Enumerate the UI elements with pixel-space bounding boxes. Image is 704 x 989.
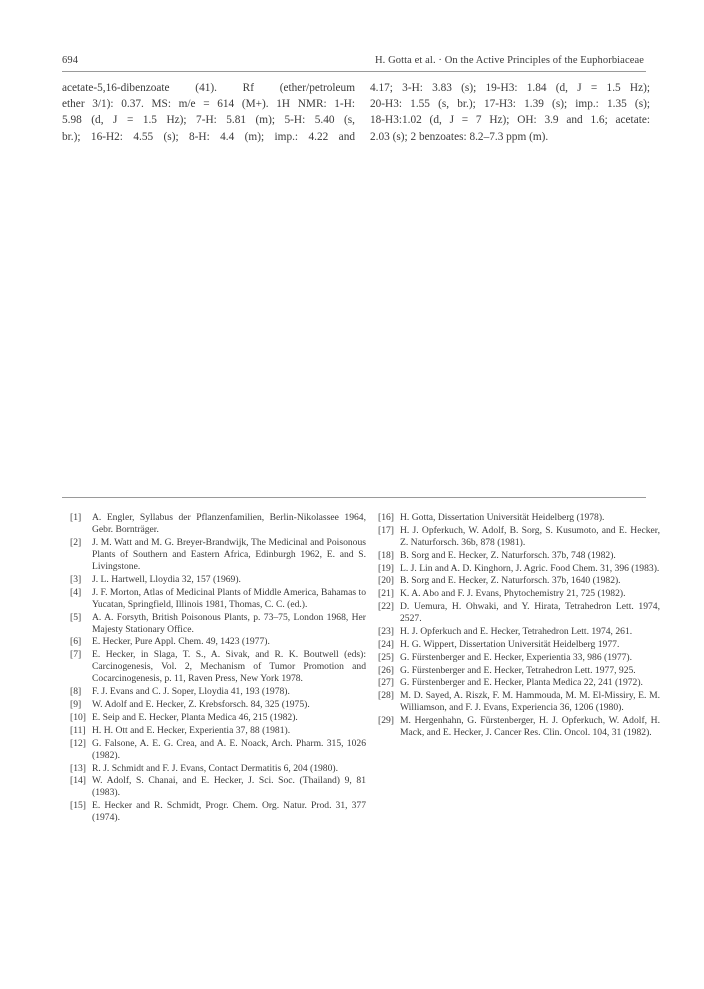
reference-number: [1] xyxy=(70,512,82,523)
reference-item xyxy=(378,525,660,549)
reference-item xyxy=(70,649,366,685)
reference-item xyxy=(70,512,366,536)
reference-text: M. Hergenhahn, G. Fürstenberger, H. J. Opferkuch, W. Adolf, H. Mack, and E. Hecker, J. Cancer Res. Clin. Oncol. 104, 31 (1982). xyxy=(400,715,660,739)
reference-item xyxy=(378,690,660,714)
reference-number: [7] xyxy=(70,649,82,661)
reference-text: K. A. Abo and F. J. Evans, Phytochemistry 21, 725 (1982). xyxy=(400,588,626,600)
reference-number: [25] xyxy=(378,651,394,663)
body-line: 4.17; 3-H: 3.83 (s); 19-H3: 1.84 (d, J = 1.5 Hz); xyxy=(370,82,650,94)
reference-text: B. Sorg and E. Hecker, Z. Naturforsch. 37b, 748 (1982). xyxy=(400,549,616,561)
reference-text: E. Hecker, in Slaga, T. S., A. Sivak, and R. K. Boutwell (eds): Carcinogenesis, Vol. 2, Mechanism of Tumor Promotion and Cocarcinogenesis, p. 11, Raven Press, New York 1978. xyxy=(92,649,366,685)
reference-text: E. Hecker, Pure Appl. Chem. 49, 1423 (1977). xyxy=(92,636,270,648)
reference-item xyxy=(378,512,660,524)
reference-number: [15] xyxy=(70,800,86,812)
reference-number: [22] xyxy=(378,601,394,613)
reference-text: J. F. Morton, Atlas of Medicinal Plants of Middle America, Bahamas to Yucatan, Springfield, Illinois 1981, Thomas, C. C. (ed.). xyxy=(92,586,366,610)
running-title: H. Gotta et al. · On the Active Principles of the Euphorbiaceae xyxy=(374,55,644,66)
body-text-left-column xyxy=(62,80,355,145)
reference-item xyxy=(378,639,660,651)
reference-item xyxy=(70,537,366,573)
reference-number: [26] xyxy=(378,664,394,676)
reference-text: H. G. Wippert, Dissertation Universität Heidelberg 1977. xyxy=(400,638,620,650)
reference-text: G. Falsone, A. E. G. Crea, and A. E. Noack, Arch. Pharm. 315, 1026 (1982). xyxy=(92,737,366,761)
reference-number: [28] xyxy=(378,690,394,702)
reference-number: [10] xyxy=(70,711,86,723)
reference-number: [21] xyxy=(378,588,394,600)
reference-item xyxy=(378,626,660,638)
reference-text: A. A. Forsyth, British Poisonous Plants, p. 73–75, London 1968, Her Majesty Stationary Office. xyxy=(92,611,366,635)
reference-item xyxy=(70,686,366,698)
reference-item xyxy=(70,763,366,775)
reference-item xyxy=(70,612,366,636)
reference-text: H. Gotta, Dissertation Universität Heidelberg (1978). xyxy=(400,512,605,523)
reference-number: [23] xyxy=(378,626,394,637)
reference-text: G. Fürstenberger and E. Hecker, Planta Medica 22, 241 (1972). xyxy=(400,677,643,689)
reference-number: [14] xyxy=(70,775,86,787)
reference-number: [16] xyxy=(378,512,394,523)
reference-text: H. H. Ott and E. Hecker, Experientia 37, 88 (1981). xyxy=(92,724,291,736)
reference-text: G. Fürstenberger and E. Hecker, Experientia 33, 986 (1977). xyxy=(400,651,633,663)
reference-item xyxy=(378,665,660,677)
reference-item xyxy=(70,636,366,648)
reference-text: E. Hecker and R. Schmidt, Progr. Chem. Org. Natur. Prod. 31, 377 (1974). xyxy=(92,800,366,824)
reference-number: [20] xyxy=(378,575,394,587)
reference-text: H. J. Opferkuch and E. Hecker, Tetrahedron Lett. 1974, 261. xyxy=(400,626,633,637)
reference-item xyxy=(70,738,366,762)
reference-number: [27] xyxy=(378,677,394,689)
page-number: 694 xyxy=(62,55,79,66)
reference-number: [4] xyxy=(70,586,82,598)
reference-text: R. J. Schmidt and F. J. Evans, Contact Dermatitis 6, 204 (1980). xyxy=(92,762,338,774)
reference-item xyxy=(70,725,366,737)
reference-number: [5] xyxy=(70,611,82,623)
reference-item xyxy=(378,550,660,562)
body-line: br.); 16-H2: 4.55 (s); 8-H: 4.4 (m); imp.: 4.22 and xyxy=(62,130,355,143)
reference-item xyxy=(378,563,660,575)
reference-item xyxy=(378,652,660,664)
reference-item xyxy=(70,712,366,724)
header-rule xyxy=(62,71,646,72)
reference-item xyxy=(378,588,660,600)
reference-text: E. Seip and E. Hecker, Planta Medica 46, 215 (1982). xyxy=(92,711,298,723)
reference-number: [3] xyxy=(70,573,82,585)
body-line: 5.98 (d, J = 1.5 Hz); 7-H: 5.81 (m); 5-H: 5.40 (s, xyxy=(62,114,355,127)
body-line: 18-H3:1.02 (d, J = 7 Hz); OH: 3.9 and 1.6; acetate: xyxy=(370,114,650,127)
reference-number: [6] xyxy=(70,636,82,648)
reference-number: [17] xyxy=(378,524,394,536)
reference-number: [9] xyxy=(70,699,82,711)
reference-number: [18] xyxy=(378,549,394,561)
reference-text: J. M. Watt and M. G. Breyer-Brandwijk, The Medicinal and Poisonous Plants of Southern and Eastern Africa, Edinburgh 1962, E. and S. Livingstone. xyxy=(92,536,366,572)
reference-item xyxy=(70,775,366,799)
reference-text: B. Sorg and E. Hecker, Z. Naturforsch. 37b, 1640 (1982). xyxy=(400,575,621,587)
references-rule xyxy=(62,497,646,498)
reference-text: G. Fürstenberger and E. Hecker, Tetrahedron Lett. 1977, 925. xyxy=(400,664,636,676)
reference-number: [12] xyxy=(70,737,86,749)
reference-text: M. D. Sayed, A. Riszk, F. M. Hammouda, M. M. El-Missiry, E. M. Williamson, and F. J. Evans, Experiencia 36, 1206 (1980). xyxy=(400,690,660,714)
reference-item xyxy=(378,677,660,689)
body-line: ether 3/1): 0.37. MS: m/e = 614 (M+). 1H NMR: 1-H: xyxy=(62,98,355,111)
reference-number: [11] xyxy=(70,724,86,736)
reference-text: F. J. Evans and C. J. Soper, Lloydia 41, 193 (1978). xyxy=(92,686,290,698)
reference-number: [19] xyxy=(378,562,394,574)
reference-number: [2] xyxy=(70,536,82,548)
reference-text: H. J. Opferkuch, W. Adolf, B. Sorg, S. Kusumoto, and E. Hecker, Z. Naturforsch. 36b, 878 (1981). xyxy=(400,524,660,548)
reference-item xyxy=(378,601,660,625)
reference-item xyxy=(70,587,366,611)
reference-number: [29] xyxy=(378,715,394,727)
body-line: 2.03 (s); 2 benzoates: 8.2–7.3 ppm (m). xyxy=(370,130,549,143)
reference-text: D. Uemura, H. Ohwaki, and Y. Hirata, Tetrahedron Lett. 1974, 2527. xyxy=(400,601,660,625)
reference-item xyxy=(378,575,660,587)
body-line: 20-H3: 1.55 (s, br.); 17-H3: 1.39 (s); imp.: 1.35 (s); xyxy=(370,98,650,111)
reference-item xyxy=(378,715,660,739)
references-right-column xyxy=(378,512,660,740)
reference-item xyxy=(70,800,366,824)
reference-text: W. Adolf, S. Chanai, and E. Hecker, J. Sci. Soc. (Thailand) 9, 81 (1983). xyxy=(92,775,366,799)
reference-number: [13] xyxy=(70,762,86,774)
reference-number: [8] xyxy=(70,686,82,698)
running-head xyxy=(62,55,644,69)
reference-text: L. J. Lin and A. D. Kinghorn, J. Agric. Food Chem. 31, 396 (1983). xyxy=(400,562,660,574)
reference-text: W. Adolf and E. Hecker, Z. Krebsforsch. 84, 325 (1975). xyxy=(92,699,310,711)
reference-item xyxy=(70,699,366,711)
reference-text: A. Engler, Syllabus der Pflanzenfamilien, Berlin-Nikolassee 1964, Gebr. Bornträger. xyxy=(92,512,366,536)
body-line: acetate-5,16-dibenzoate (41). Rf (ether/petroleum xyxy=(62,82,355,94)
reference-number: [24] xyxy=(378,638,394,650)
reference-item xyxy=(70,574,366,586)
body-text-right-column xyxy=(370,80,650,145)
reference-text: J. L. Hartwell, Lloydia 32, 157 (1969). xyxy=(92,573,241,585)
references-left-column xyxy=(70,512,366,825)
